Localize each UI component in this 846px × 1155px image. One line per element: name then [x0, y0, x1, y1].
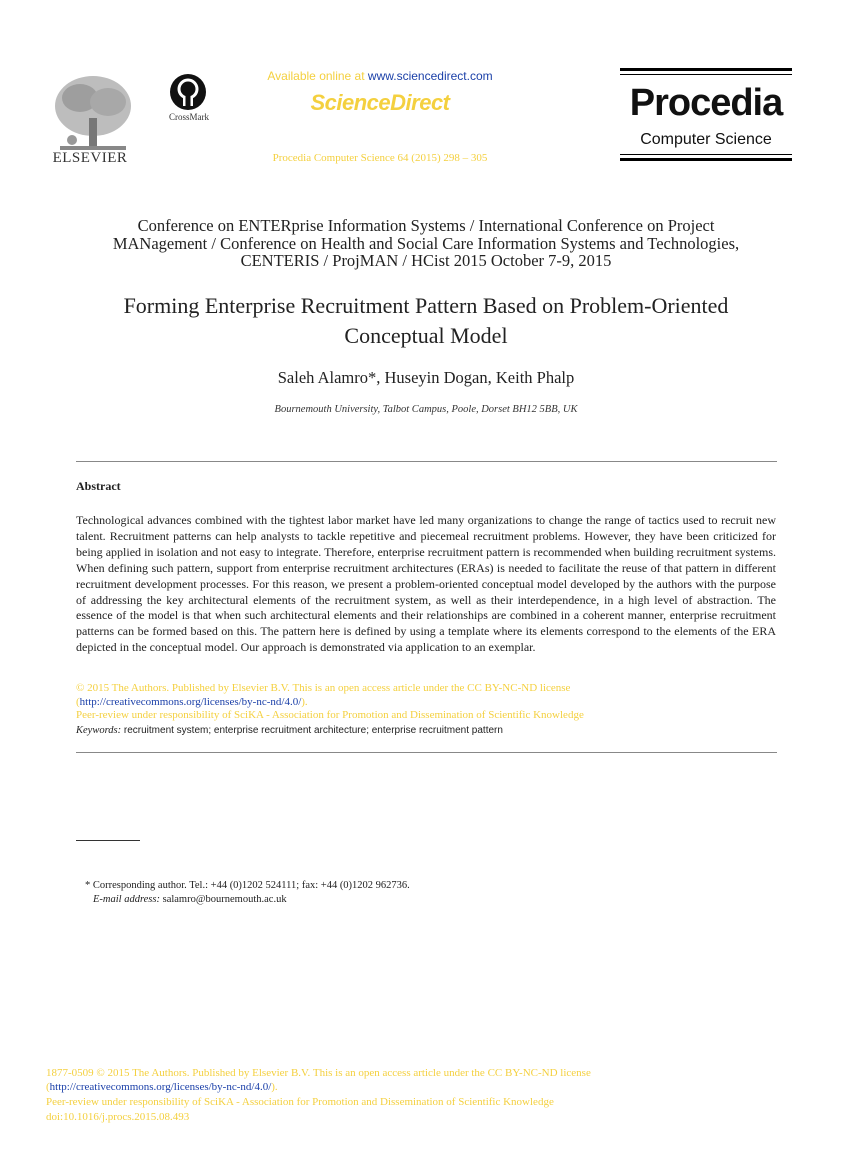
conference-line-2: MANagement / Conference on Health and Social Care Information Systems and Technologies, — [112, 233, 740, 253]
conference-line-1: Conference on ENTERprise Information Systems / International Conference on Project — [137, 216, 715, 235]
footer-close: ). — [271, 1081, 278, 1093]
bottom-divider — [76, 752, 777, 753]
procedia-subtitle: Computer Science — [640, 131, 772, 148]
sciencedirect-logo: ScienceDirect — [310, 90, 450, 115]
available-prefix: Available online at — [267, 69, 368, 83]
title-line-1: Forming Enterprise Recruitment Pattern Based on Problem-Oriented — [123, 293, 729, 318]
paper-title — [60, 291, 792, 351]
keywords-label: Keywords: — [76, 725, 122, 736]
email-line — [85, 893, 685, 907]
crossmark-label: CrossMark — [169, 112, 209, 122]
affiliation: Bournemouth University, Talbot Campus, Poole, Dorset BH12 5BB, UK — [274, 404, 578, 415]
license-open: ( — [76, 696, 80, 708]
footer-peer-review: Peer-review under responsibility of SciKA - Association for Promotion and Dissemination of Scientific Knowledge — [46, 1096, 554, 1108]
license-close: ). — [301, 696, 308, 708]
procedia-title: Procedia — [629, 82, 783, 124]
issn-line: 1877-0509 © 2015 The Authors. Published by Elsevier B.V. This is an open access article under the CC BY-NC-ND license — [46, 1067, 591, 1079]
keywords-list: recruitment system; enterprise recruitment architecture; enterprise recruitment pattern — [121, 725, 503, 736]
footnote-rule — [76, 840, 140, 841]
available-online — [230, 69, 530, 83]
elsevier-wordmark: ELSEVIER — [52, 150, 128, 166]
footer-url-line — [46, 1080, 278, 1094]
crossmark-icon[interactable] — [168, 72, 208, 112]
abstract-body: Technological advances combined with the tightest labor market have led many organizations to change the range of tactics used to recruit new talent. Recruitment patterns can help analysts to tackle repetitive and piecemeal recruitment problems. However, they have been criticized for being applied in isolation and not easy to integrate. Therefore, enterprise recruitment pattern is recommended when building recruitment systems. When defining such pattern, support from enterprise recruitment architectures (ERAs) is needed to facilitate the reuse of that pattern in different recruitment development processes. For this reason, we present a problem-oriented conceptual model developed by the authors with the purpose of addressing the key architectural elements of the recruitment system, as well as their interdependence, in a high level of abstraction. The essence of the model is that when such architectural elements and their relationships are combined in a coherent manner, enterprise recruitment patterns can be formed based on this. The pattern here is defined by using a template where its elements correspond to the elements of the ERA depicted in the conceptual model. Our approach is demonstrated via application to an exemplar. — [76, 513, 776, 655]
license-line: © 2015 The Authors. Published by Elsevier B.V. This is an open access article under the CC BY-NC-ND license — [76, 682, 571, 694]
doi[interactable]: doi:10.1016/j.procs.2015.08.493 — [46, 1111, 190, 1123]
footnote — [85, 879, 685, 907]
top-divider — [76, 461, 777, 462]
peer-review: Peer-review under responsibility of SciKA - Association for Promotion and Dissemination of Scientific Knowledge — [76, 709, 584, 721]
journal-reference: Procedia Computer Science 64 (2015) 298 – 305 — [272, 152, 488, 164]
conference-info — [70, 217, 782, 270]
title-line-2: Conceptual Model — [344, 323, 508, 348]
abstract-heading: Abstract — [76, 479, 121, 493]
corresponding-author: * Corresponding author. Tel.: +44 (0)1202 524111; fax: +44 (0)1202 962736. — [85, 880, 410, 891]
email-address[interactable]: salamro@bournemouth.ac.uk — [159, 894, 287, 905]
license-url-line — [76, 695, 308, 709]
footer-open: ( — [46, 1081, 50, 1093]
authors: Saleh Alamro*, Huseyin Dogan, Keith Phalp — [277, 368, 575, 387]
license-link[interactable]: http://creativecommons.org/licenses/by-nc-nd/4.0/ — [79, 696, 302, 708]
procedia-logo — [620, 68, 792, 164]
conference-line-3: CENTERIS / ProjMAN / HCist 2015 October 7-9, 2015 — [240, 251, 612, 270]
email-label: E-mail address: — [93, 894, 160, 905]
keywords — [76, 725, 776, 736]
sciencedirect-link[interactable]: www.sciencedirect.com — [367, 69, 493, 83]
footer-license-link[interactable]: http://creativecommons.org/licenses/by-nc-nd/4.0/ — [49, 1081, 272, 1093]
